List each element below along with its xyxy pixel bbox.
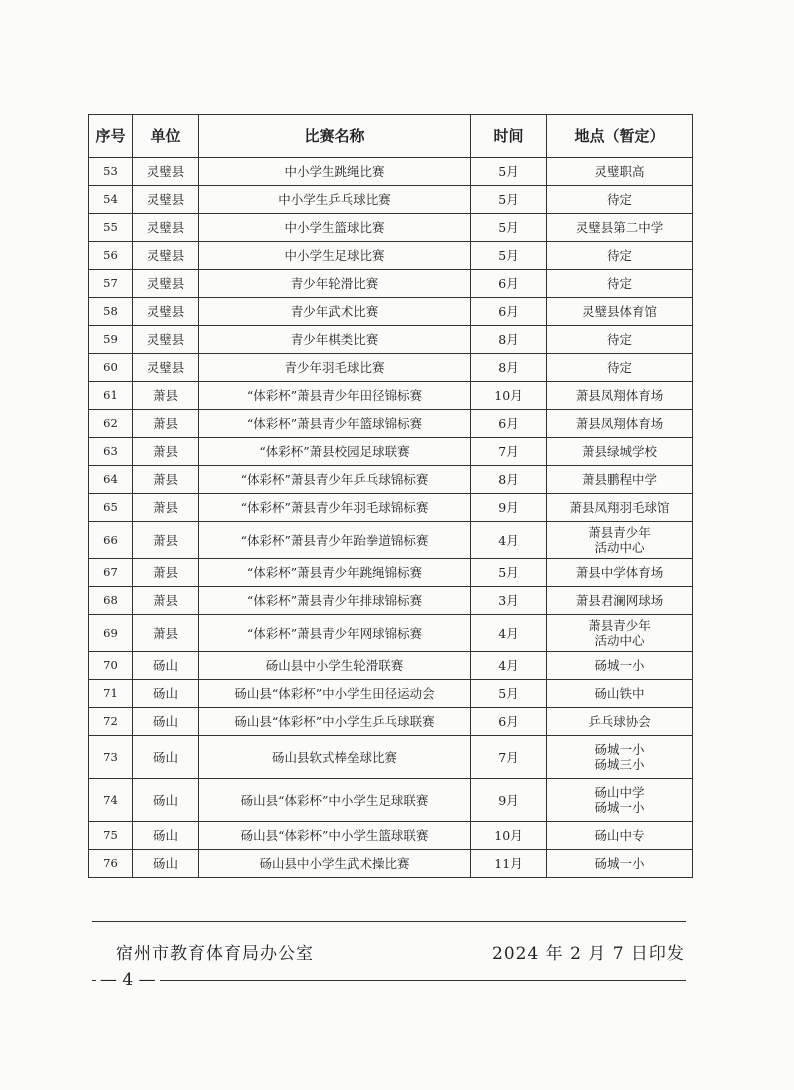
row-unit: 萧县 [133,382,199,410]
row-time: 4月 [471,522,547,559]
row-time: 5月 [471,158,547,186]
row-name: 砀山县“体彩杯”中小学生篮球联赛 [199,822,471,850]
row-place [547,466,693,494]
row-place [547,158,693,186]
row-no: 65 [89,494,133,522]
row-name: 砀山县软式棒垒球比赛 [199,736,471,779]
row-time: 5月 [471,242,547,270]
place-line: 萧县青少年 [588,525,651,540]
place-line: 灵璧县体育馆 [581,304,657,319]
row-name: 砀山县中小学生轮滑联赛 [199,652,471,680]
row-time: 5月 [471,214,547,242]
row-unit: 灵璧县 [133,326,199,354]
place-line: 待定 [606,276,632,291]
table-row [89,587,693,615]
row-name: 砀山县“体彩杯”中小学生乒乓球联赛 [199,708,471,736]
row-name: “体彩杯”萧县青少年跆拳道锦标赛 [199,522,471,559]
row-no: 54 [89,186,133,214]
competition-schedule-table [88,114,693,878]
row-no: 68 [89,587,133,615]
row-place [547,438,693,466]
row-place [547,736,693,779]
row-no: 69 [89,615,133,652]
table-row [89,438,693,466]
footer-bottom-rule [92,980,686,981]
place-line: 萧县鹏程中学 [581,472,657,487]
row-place [547,652,693,680]
row-time: 5月 [471,186,547,214]
place-line: 待定 [606,192,632,207]
place-line: 乒乓球协会 [588,714,651,729]
row-place [547,298,693,326]
row-unit: 萧县 [133,494,199,522]
table-row [89,354,693,382]
row-time: 10月 [471,382,547,410]
row-name: “体彩杯”萧县青少年网球锦标赛 [199,615,471,652]
row-name: 砀山县中小学生武术操比赛 [199,850,471,878]
row-unit: 萧县 [133,410,199,438]
row-unit: 灵璧县 [133,158,199,186]
row-name: 青少年武术比赛 [199,298,471,326]
row-unit: 萧县 [133,522,199,559]
row-no: 66 [89,522,133,559]
row-name: “体彩杯”萧县青少年羽毛球锦标赛 [199,494,471,522]
row-place [547,326,693,354]
table-row [89,522,693,559]
table-row [89,652,693,680]
issuing-office: 宿州市教育体育局办公室 [116,944,314,964]
row-time: 3月 [471,587,547,615]
row-place [547,494,693,522]
row-no: 71 [89,680,133,708]
row-unit: 灵璧县 [133,270,199,298]
place-line: 砀山中学 [594,785,645,800]
row-place [547,242,693,270]
row-name: 中小学生乒乓球比赛 [199,186,471,214]
row-name: “体彩杯”萧县青少年跳绳锦标赛 [199,559,471,587]
row-name: “体彩杯”萧县青少年排球锦标赛 [199,587,471,615]
header-time: 时间 [471,115,547,158]
page-number: — 4 — [96,970,160,990]
row-no: 62 [89,410,133,438]
row-place [547,615,693,652]
place-line: 萧县凤翔体育场 [575,416,664,431]
row-place [547,382,693,410]
row-no: 76 [89,850,133,878]
table-row [89,494,693,522]
row-time: 4月 [471,615,547,652]
row-time: 8月 [471,354,547,382]
row-name: “体彩杯”萧县校园足球联赛 [199,438,471,466]
place-line: 待定 [606,248,632,263]
table-row [89,158,693,186]
place-line: 砀城一小 [594,800,645,815]
place-line: 灵璧职高 [594,164,645,179]
place-line: 砀城三小 [594,757,645,772]
table-body [89,158,693,878]
row-no: 73 [89,736,133,779]
row-time: 6月 [471,270,547,298]
table-row [89,680,693,708]
row-place [547,186,693,214]
row-time: 6月 [471,298,547,326]
row-name: 青少年轮滑比赛 [199,270,471,298]
row-unit: 砀山 [133,652,199,680]
row-place [547,822,693,850]
row-no: 75 [89,822,133,850]
row-unit: 砀山 [133,708,199,736]
place-line: 待定 [606,332,632,347]
row-no: 56 [89,242,133,270]
row-time: 6月 [471,708,547,736]
header-name: 比赛名称 [199,115,471,158]
row-time: 5月 [471,559,547,587]
row-place [547,354,693,382]
row-name: 砀山县“体彩杯”中小学生田径运动会 [199,680,471,708]
place-line: 活动中心 [594,633,645,648]
row-no: 57 [89,270,133,298]
row-no: 72 [89,708,133,736]
row-unit: 萧县 [133,466,199,494]
row-time: 8月 [471,326,547,354]
row-no: 60 [89,354,133,382]
row-unit: 萧县 [133,615,199,652]
row-no: 74 [89,779,133,822]
place-line: 萧县凤翔羽毛球馆 [569,500,670,515]
row-place [547,680,693,708]
table-row [89,559,693,587]
place-line: 灵璧县第二中学 [575,220,664,235]
row-time: 10月 [471,822,547,850]
table-row [89,466,693,494]
row-time: 4月 [471,652,547,680]
row-unit: 砀山 [133,850,199,878]
row-name: 青少年羽毛球比赛 [199,354,471,382]
row-unit: 砀山 [133,736,199,779]
place-line: 砀山铁中 [594,686,645,701]
footer-top-rule [92,921,686,922]
row-no: 55 [89,214,133,242]
row-no: 58 [89,298,133,326]
row-name: “体彩杯”萧县青少年篮球锦标赛 [199,410,471,438]
table-row [89,186,693,214]
row-time: 5月 [471,680,547,708]
row-name: 砀山县“体彩杯”中小学生足球联赛 [199,779,471,822]
table-row [89,242,693,270]
header-no: 序号 [89,115,133,158]
row-no: 63 [89,438,133,466]
row-unit: 灵璧县 [133,186,199,214]
place-line: 萧县凤翔体育场 [575,388,664,403]
table-row [89,850,693,878]
row-no: 61 [89,382,133,410]
header-unit: 单位 [133,115,199,158]
place-line: 砀城一小 [594,742,645,757]
row-unit: 砀山 [133,822,199,850]
row-unit: 砀山 [133,680,199,708]
row-unit: 砀山 [133,779,199,822]
table-row [89,615,693,652]
place-line: 砀城一小 [594,856,645,871]
table-row [89,298,693,326]
place-line: 砀城一小 [594,658,645,673]
place-line: 萧县中学体育场 [575,565,664,580]
table-row [89,779,693,822]
row-name: 青少年棋类比赛 [199,326,471,354]
table-row [89,326,693,354]
row-time: 9月 [471,779,547,822]
row-place [547,779,693,822]
row-name: “体彩杯”萧县青少年乒乓球锦标赛 [199,466,471,494]
row-unit: 灵璧县 [133,298,199,326]
row-place [547,522,693,559]
row-place [547,410,693,438]
place-line: 萧县君澜网球场 [575,593,664,608]
table-row [89,270,693,298]
place-line: 砀山中专 [594,828,645,843]
place-line: 萧县青少年 [588,618,651,633]
row-no: 70 [89,652,133,680]
place-line: 活动中心 [594,540,645,555]
row-name: “体彩杯”萧县青少年田径锦标赛 [199,382,471,410]
header-place: 地点（暂定） [547,115,693,158]
row-time: 6月 [471,410,547,438]
table-row [89,214,693,242]
row-no: 53 [89,158,133,186]
row-time: 9月 [471,494,547,522]
row-place [547,270,693,298]
table-row [89,736,693,779]
place-line: 待定 [606,360,632,375]
row-place [547,587,693,615]
table-row [89,708,693,736]
row-unit: 萧县 [133,438,199,466]
table-header-row [89,115,693,158]
row-time: 7月 [471,736,547,779]
row-place [547,708,693,736]
place-line: 萧县绿城学校 [581,444,657,459]
row-unit: 灵璧县 [133,242,199,270]
row-no: 67 [89,559,133,587]
row-time: 8月 [471,466,547,494]
row-unit: 灵璧县 [133,354,199,382]
issue-date: 2024 年 2 月 7 日印发 [492,944,685,964]
row-name: 中小学生篮球比赛 [199,214,471,242]
table-row [89,382,693,410]
table-row [89,410,693,438]
row-time: 11月 [471,850,547,878]
row-time: 7月 [471,438,547,466]
table-row [89,822,693,850]
row-no: 59 [89,326,133,354]
row-place [547,850,693,878]
row-name: 中小学生跳绳比赛 [199,158,471,186]
row-unit: 萧县 [133,587,199,615]
row-place [547,559,693,587]
row-unit: 萧县 [133,559,199,587]
row-place [547,214,693,242]
row-unit: 灵璧县 [133,214,199,242]
row-no: 64 [89,466,133,494]
row-name: 中小学生足球比赛 [199,242,471,270]
